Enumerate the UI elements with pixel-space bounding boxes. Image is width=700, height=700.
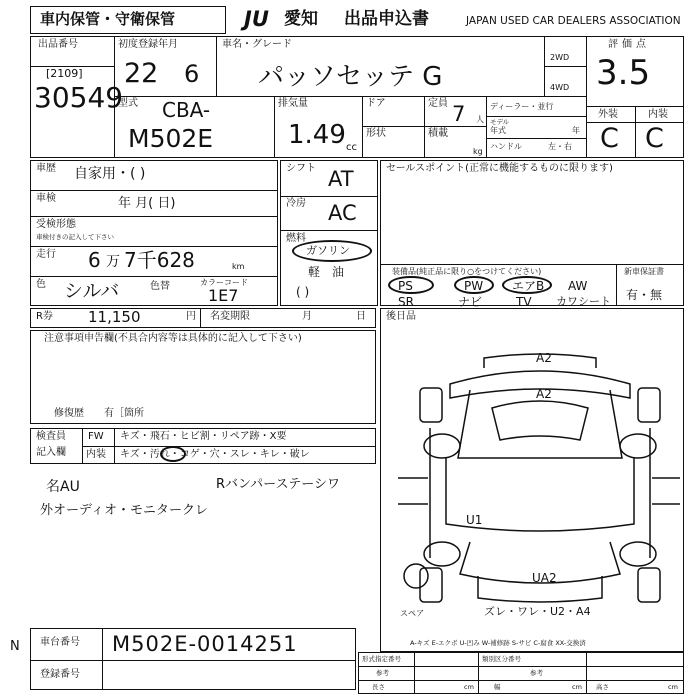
doors-label: ドア [366, 98, 386, 109]
shape-label: 形状 [366, 128, 386, 139]
new-warranty-label: 新車保証書 [624, 267, 664, 276]
receipt-note: 車検付きの記入して下さい [36, 233, 114, 241]
model-code: M502E [128, 124, 214, 153]
name-change-day: 日 [356, 311, 366, 322]
model-year-label-2: 年式 [490, 126, 506, 135]
displacement-label: 排気量 [278, 98, 308, 109]
equipment-ps: PS [398, 279, 413, 293]
length-label: 長さ [372, 683, 385, 691]
note-line-2: Rバンパーステーシワ [216, 477, 340, 492]
dealer-label: ディーラー・並行 [490, 102, 554, 111]
interior-label: 内装 [648, 109, 668, 120]
equipment-airbag: エアB [512, 279, 545, 293]
height-unit: cm [668, 683, 678, 691]
steering-options: 左・右 [548, 142, 572, 151]
length-unit: cm [464, 683, 474, 691]
spare-label: スペア [400, 609, 424, 618]
color-change-label: 色替 [150, 281, 170, 292]
car-name: パッソセッテ G [258, 62, 443, 92]
type-spec-label: 形式指定番号 [362, 655, 401, 663]
circle-dirt [160, 446, 186, 462]
association-name: JAPAN USED CAR DEALERS ASSOCIATION [466, 15, 681, 27]
shift-value: AT [328, 167, 354, 191]
km-unit: km [232, 262, 245, 271]
score-label: 評価点 [608, 39, 650, 50]
width-unit: cm [572, 683, 582, 691]
fw-label: FW [88, 431, 104, 442]
chassis-label: 車台番号 [40, 637, 80, 648]
equipment-leather-seat: カワシート [556, 295, 611, 308]
mark-left-side: U1 [466, 513, 483, 527]
equipment-sr: SR [398, 295, 414, 309]
inspection-label: 車検 [36, 193, 56, 204]
kg-unit: kg [473, 147, 483, 156]
color-code-label: カラーコード [200, 278, 248, 287]
form-title: 出品申込書 [344, 9, 429, 29]
org-name: 愛知 [284, 9, 318, 29]
equipment-tv: TV [516, 295, 532, 309]
capacity-unit: 人 [476, 115, 484, 124]
sales-point-label: セールスポイント(正常に機能するものに限ります) [386, 163, 613, 174]
ac-label: 冷房 [286, 198, 306, 209]
fw-items: キズ・飛石・ヒビ割・リペア跡・X要 [120, 431, 287, 442]
repair-history-label: 修復歴 有［箇所 [54, 408, 144, 419]
year-unit: 年 [572, 126, 580, 135]
mileage-man: 6 [88, 248, 101, 272]
class-no-label: 類別区分番号 [482, 655, 521, 663]
model-label: 型式 [118, 98, 138, 109]
car-name-label: 車名・グレード [222, 39, 292, 50]
mark-rear: UA2 [532, 571, 557, 585]
storage-stamp-text: 車内保管・守衛保管 [40, 10, 176, 28]
receipt-label: 受検形態 [36, 219, 76, 230]
car-diagram [380, 328, 680, 628]
load-label: 積載 [428, 128, 448, 139]
entry-label: 記入欄 [36, 447, 66, 458]
ref-label-2: 参考 [530, 669, 543, 677]
lot-number: 30549 [34, 81, 124, 114]
mark-front-bumper: A2 [536, 351, 552, 365]
inspection-template: 年 月( 日) [118, 196, 176, 211]
warranty-options: 有・無 [626, 288, 663, 302]
circle-airbag [502, 276, 552, 294]
interior-check-items: キズ・汚れ・コゲ・穴・スレ・キレ・破レ [120, 449, 310, 460]
ac-value: AC [328, 201, 357, 225]
mileage-rest: 7千628 [124, 248, 195, 272]
recycle-fee: 11,150 [88, 308, 141, 326]
equipment-aw: AW [568, 279, 588, 293]
yen-unit: 円 [186, 311, 196, 322]
height-label: 高さ [596, 683, 609, 691]
registration-label: 登録番号 [40, 669, 80, 680]
recycle-label: R券 [36, 311, 53, 322]
cc-unit: cc [346, 142, 357, 153]
color-label: 色 [36, 279, 46, 290]
damage-legend: A-キズ E-エクボ U-凹み W-補修跡 S-サビ C-腐食 XX-交換済 [410, 639, 586, 647]
chassis-number: M502E-0014251 [112, 632, 298, 656]
exterior-label: 外装 [598, 109, 618, 120]
equipment-navi: ナビ [458, 295, 483, 309]
lot-number-label: 出品番号 [38, 39, 78, 50]
score-value: 3.5 [596, 53, 651, 93]
drive-2wd: 2WD [550, 53, 570, 62]
mileage-label: 走行 [36, 249, 56, 260]
exterior-grade: C [600, 123, 619, 154]
fuel-other: ( ) [296, 285, 310, 299]
history-label: 車歴 [36, 163, 56, 174]
recycle-block [30, 308, 376, 328]
color-value: シルバ [64, 280, 120, 302]
fuel-label: 燃料 [286, 233, 306, 244]
steering-label: ハンドル [490, 142, 522, 151]
circle-pw [454, 276, 494, 294]
displacement-value: 1.49 [288, 120, 346, 150]
width-label: 幅 [494, 683, 501, 691]
fuel-diesel: 軽 油 [308, 265, 345, 279]
equipment-pw: PW [464, 279, 484, 293]
capacity-value: 7 [452, 102, 466, 126]
mark-rear-bumper: ズレ・ワレ・U2・A4 [484, 605, 591, 618]
mileage-man-unit: 万 [106, 254, 120, 270]
name-change-label: 名変期限 [210, 311, 250, 322]
first-reg-label: 初度登録年月 [118, 39, 178, 50]
model-year-label-1: モデル [490, 118, 510, 126]
color-code-value: 1E7 [208, 286, 239, 305]
mark-hood: A2 [536, 387, 552, 401]
shift-label: シフト [286, 163, 316, 174]
equipment-label: 装備品(純正品に限り○をつけてください) [392, 267, 542, 276]
ju-logo: JU [244, 7, 269, 31]
history-template: 自家用・( ) [74, 166, 146, 182]
capacity-label: 定員 [428, 98, 448, 109]
remarks-label: 注意事項申告欄(不具合内容等は具体的に記入して下さい) [44, 333, 302, 344]
note-line-1: 名AU [46, 479, 80, 495]
inspector-label: 検査員 [36, 431, 66, 442]
after-notes-label: 後日品 [386, 311, 416, 322]
note-line-3: 外オーディオ・モニタークレ [40, 503, 208, 518]
margin-mark: N [10, 639, 20, 654]
reg-month: 6 [184, 60, 200, 88]
model-prefix: CBA- [162, 98, 211, 122]
reg-year: 22 [124, 58, 159, 89]
drive-4wd: 4WD [550, 83, 570, 92]
spec-block [358, 652, 684, 694]
interior-check-label: 内装 [86, 449, 106, 460]
ref-label-1: 参考 [376, 669, 389, 677]
fuel-value: ガソリン [306, 244, 350, 257]
interior-grade: C [645, 123, 664, 154]
circle-ps [388, 276, 434, 294]
lot-code: [2109] [46, 67, 83, 80]
name-change-month: 月 [302, 311, 312, 322]
